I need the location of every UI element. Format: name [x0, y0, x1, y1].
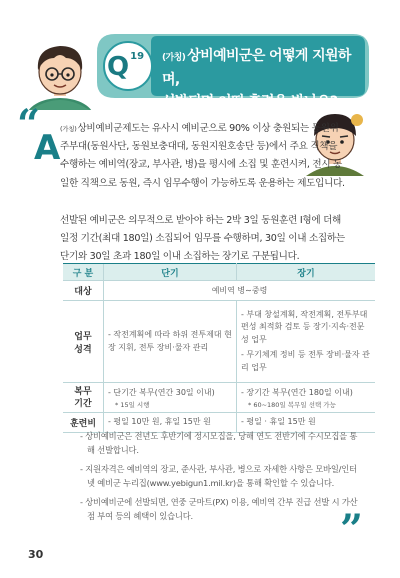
table-row — [63, 281, 375, 301]
table-header-short-term: 단기 — [104, 264, 237, 281]
list-item: - 상비예비군에 선발되면, 연중 군마트(PX) 이용, 예비역 간부 진급 선발 시 가산점 부여 등의 혜택이 있습니다. — [80, 497, 358, 521]
close-quote-icon: ” — [340, 506, 364, 553]
table-header-category: 구 분 — [63, 264, 104, 281]
table-cell-text: - 평일 10만 원, 휴일 15만 원 — [108, 417, 211, 427]
table-cell-note: * 60~180일 복무일 선택 가능 — [248, 401, 336, 409]
table-cell-text: - 무기체계 정비 등 전투 장비·물자 관리 업무 — [241, 350, 370, 372]
table-cell-text: - 장기간 복무(연간 180일 이내) — [241, 387, 353, 397]
table-cell-note: * 15일 시행 — [115, 401, 150, 409]
answer-paragraph-2: 선발된 예비군은 의무적으로 받아야 하는 2박 3일 동원훈련 Ⅰ형에 더해 일정 기간(최대 180일) 소집되어 임무를 수행하며, 30일 이내 소집하는 단기와 30일 초과 180일 이내 소집하는 장기로 구분됩니다. — [60, 215, 345, 263]
question-title-line2: 선발되면 어떤 훈련을 받나요? — [162, 94, 338, 110]
question-title — [162, 45, 367, 113]
question-label: Q — [107, 52, 130, 82]
table-cell-long — [237, 301, 376, 383]
table-row — [63, 301, 375, 383]
table-row-label: 대상 — [63, 281, 104, 301]
answer-paragraph-1 — [60, 120, 345, 193]
table-cell-text: - 작전계획에 따라 하위 전투제대 현장 지휘, 전투 장비·물자 관리 — [108, 330, 232, 352]
table-cell-text: - 평일 · 휴일 15만 원 — [241, 417, 316, 427]
table-cell-long — [237, 383, 376, 413]
list-item: - 상비예비군은 전년도 후반기에 정시모집을, 당해 연도 전반기에 수시모집을 통해 선발합니다. — [80, 431, 358, 455]
open-quote-icon: “ — [17, 101, 41, 148]
table-cell-merged: 예비역 병∼중령 — [104, 281, 376, 301]
question-number: 19 — [130, 51, 145, 63]
table-cell-text: - 부대 창설계획, 작전계획, 전투부대 편성 최적화 검토 등 장기·지속·전문성 업무 — [241, 309, 368, 344]
answer-label: A — [34, 128, 61, 168]
page-number: 30 — [28, 548, 44, 561]
table-cell-text: - 단기간 복무(연간 30일 이내) — [108, 387, 215, 397]
boy-character-illustration — [20, 40, 102, 110]
table-row-label: 훈련비 — [63, 413, 104, 433]
table-cell-short — [104, 383, 237, 413]
table-row-label: 복무 기간 — [63, 383, 104, 413]
table-header-row — [63, 264, 375, 281]
list-item: - 지원자격은 예비역의 장교, 준사관, 부사관, 병으로 자세한 사항은 모바일/인터넷 예비군 누리집(www.yebigun1.mil.kr)을 통해 확인할 수 있습니다. — [80, 464, 357, 488]
table-row — [63, 383, 375, 413]
notes-list — [80, 430, 360, 529]
answer-tag: (가칭) — [60, 125, 77, 133]
table-row-label: 업무 성격 — [63, 301, 104, 383]
question-tag: (가칭) — [162, 53, 186, 63]
question-number-badge — [107, 52, 144, 82]
answer-para1-text: 상비예비군제도는 유사시 예비군으로 90% 이상 충원되는 동원위주부대(동원사단, 동원보충대대, 동원지원호송단 등)에서 주요 직책을 수행하는 예비역(장교, 부사관, 병)을 평시에 소집 및 훈련시켜, 전시 동일한 직책으로 동원, 즉시 임무수행이 가능하도록 운용하는 제도입니다. — [60, 123, 345, 189]
table-cell-short — [104, 301, 237, 383]
reserve-comparison-table — [63, 263, 375, 433]
table-header-long-term: 장기 — [237, 264, 376, 281]
question-title-line1: 상비예비군은 어떻게 지원하며, — [162, 48, 351, 88]
